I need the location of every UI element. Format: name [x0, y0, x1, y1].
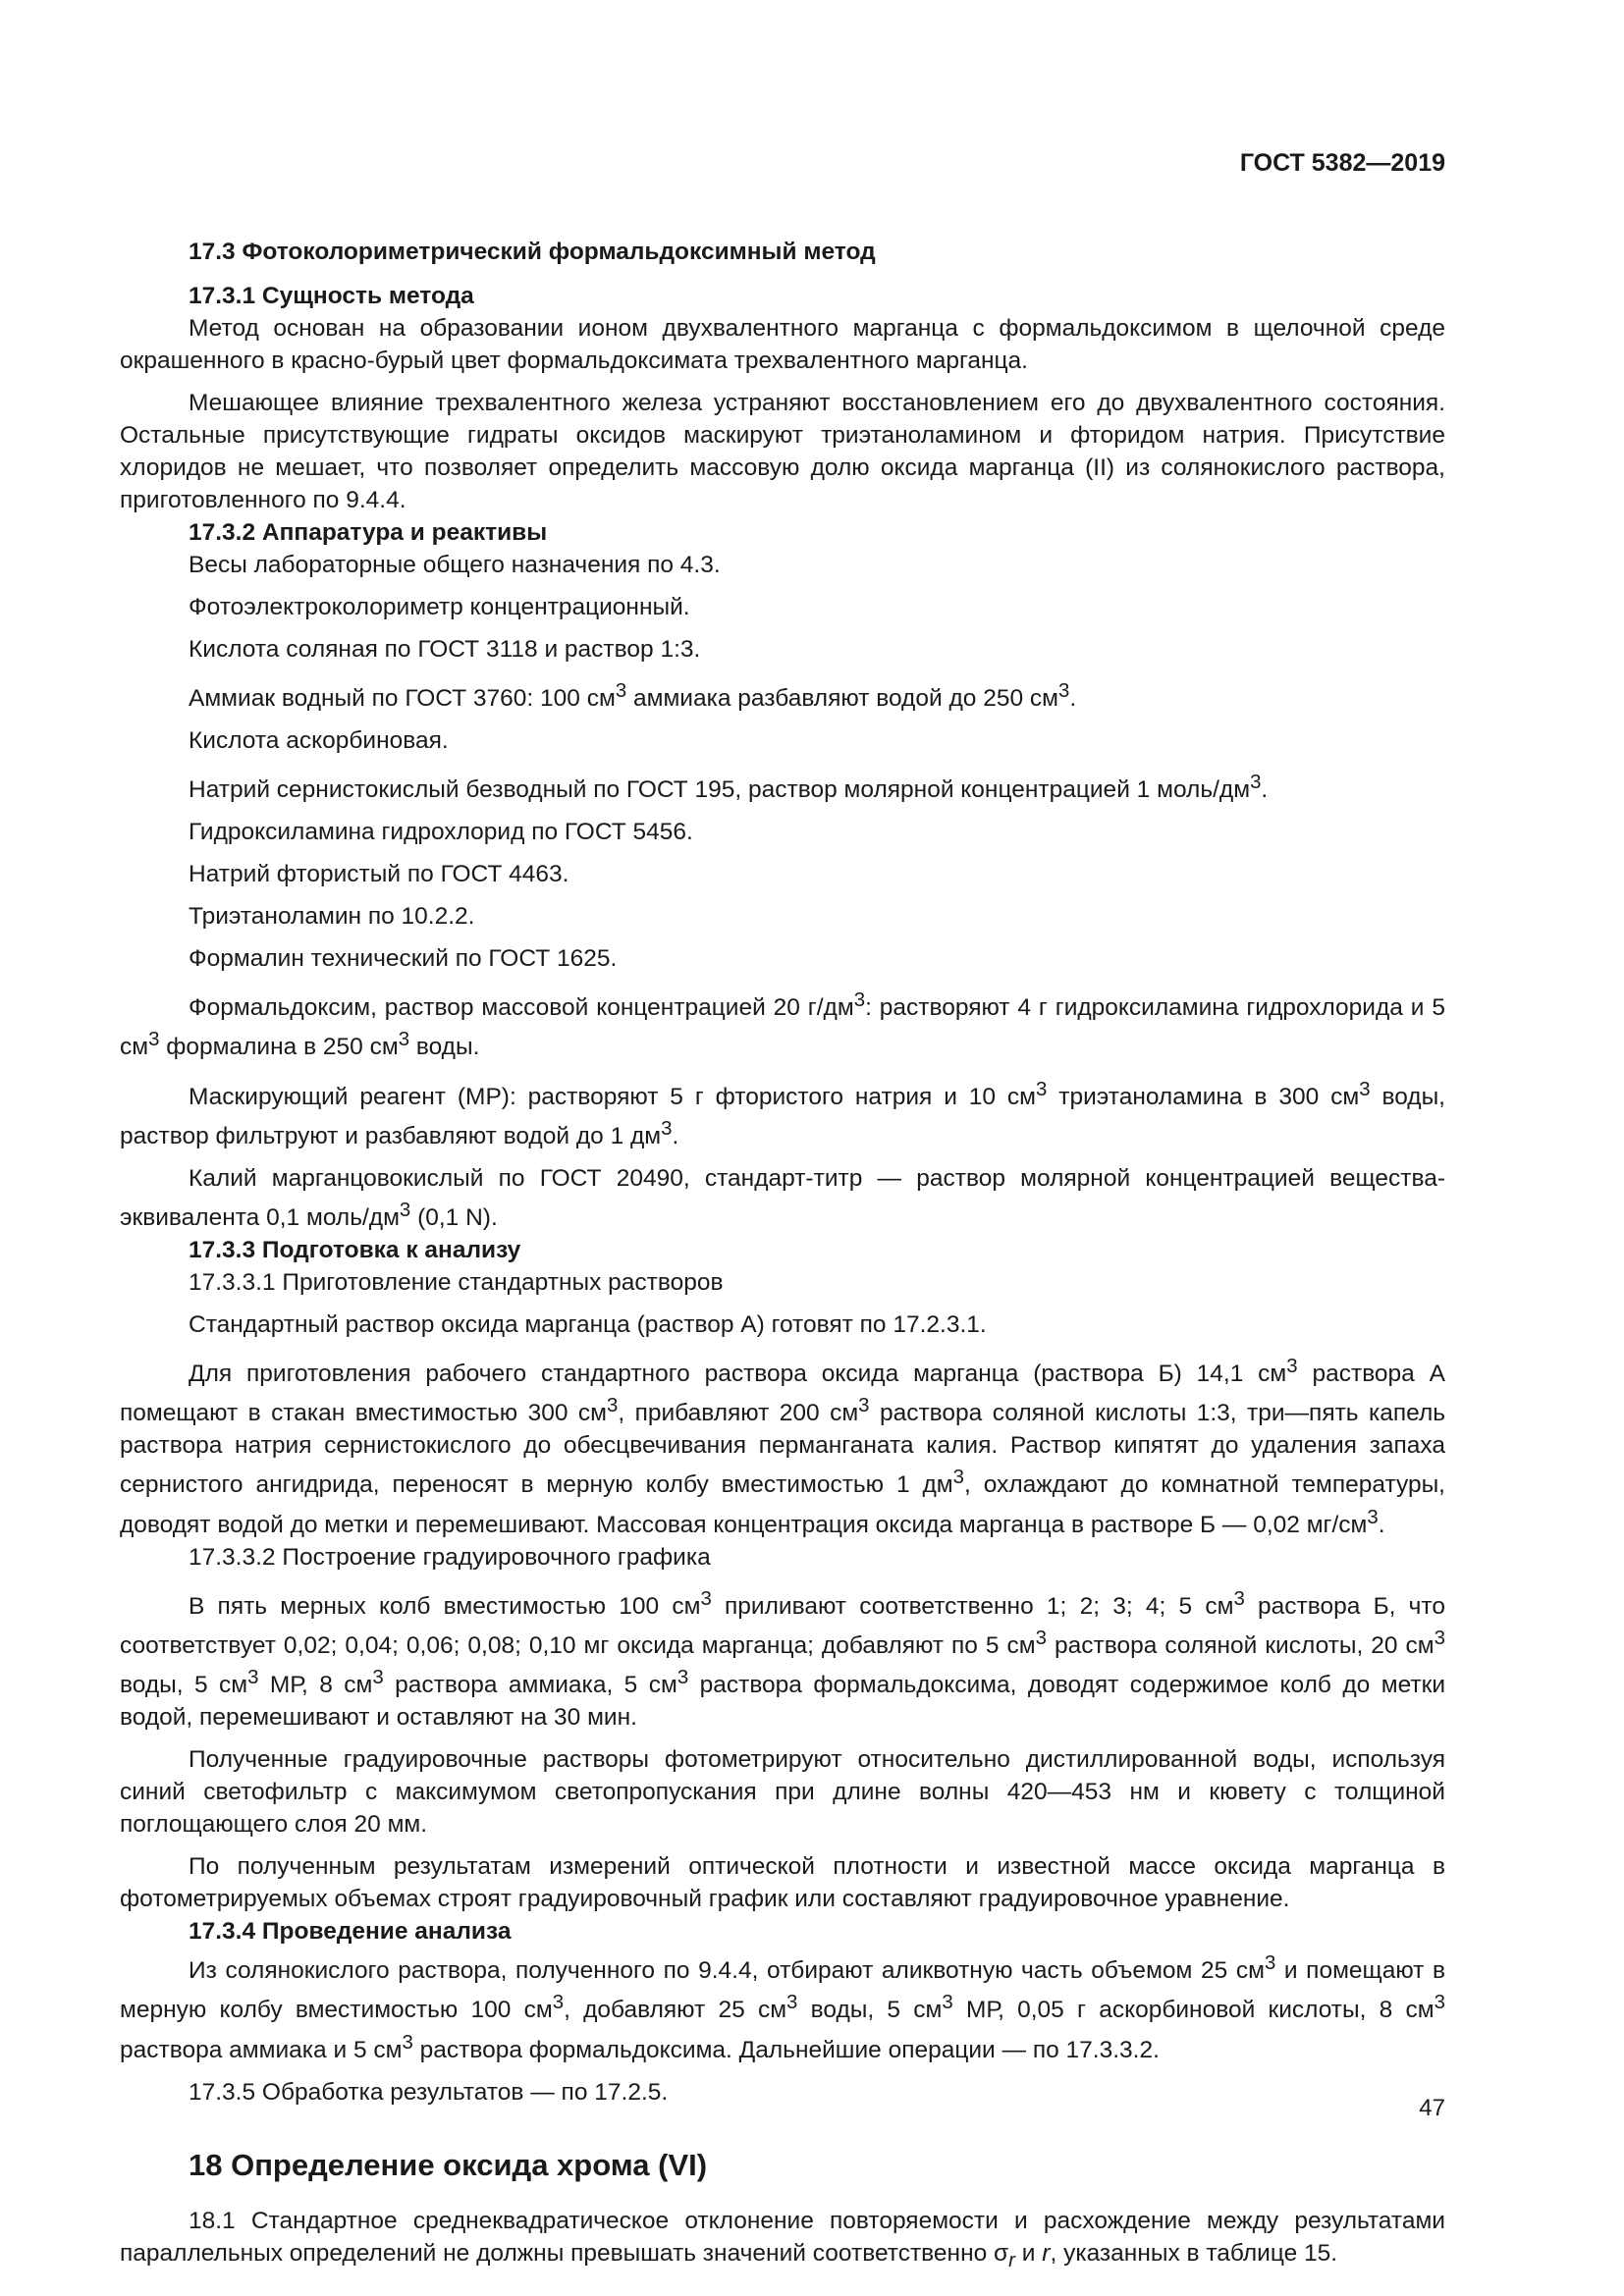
list-item: Маскирующий реагент (МР): растворяют 5 г фтористого натрия и 10 $см^3$ триэтаноламина в 300 $см^3$ воды, раствор фильтруют и разбавляют водой до 1 $дм^3$. [120, 1078, 1445, 1149]
paragraph: Стандартный раствор оксида марганца (раствор А) готовят по 17.2.3.1. [189, 1311, 987, 1339]
list-item: Натрий сернистокислый безводный по ГОСТ 195, раствор молярной концентрацией 1 моль/$дм^3$. [189, 772, 1269, 804]
section-17-3-2-title: 17.3.2 Аппаратура и реактивы [189, 519, 548, 546]
list-item: Гидроксиламина гидрохлорид по ГОСТ 5456. [189, 819, 693, 846]
subsection-title: 17.3.3.2 Построение градуировочного графика [189, 1543, 711, 1571]
list-item: Весы лабораторные общего назначения по 4.3. [189, 552, 721, 578]
paragraph: 18.1 Стандартное среднеквадратическое отклонение повторяемости и расхождение между результатами параллельных определений не должны превышать значений соответственно $\sigma_r$ и r, указанных в таблице 15. [120, 2207, 1445, 2271]
paragraph: Из солянокислого раствора, полученного по 9.4.4, отбирают аликвотную часть объемом 25 $см^3$ и помещают в мерную колбу вместимостью 100 $см^3$, добавляют 25 $см^3$ воды, 5 $см^3$ МР, 0,05 г аскорбиновой кислоты, 8 $см^3$ раствора аммиака и 5 $см^3$ раствора формальдоксима. Дальнейшие операции — по 17.3.3.2. [120, 1952, 1446, 2063]
list-item: Триэтаноламин по 10.2.2. [189, 903, 475, 931]
section-17-3-3-title: 17.3.3 Подготовка к анализу [189, 1237, 521, 1264]
section-17-3-4-title: 17.3.4 Проведение анализа [189, 1918, 512, 1946]
page-number: 47 [1419, 2095, 1445, 2121]
paragraph: Мешающее влияние трехвалентного железа устраняют восстановлением его до двухвалентного состояния. Остальные присутствующие гидраты оксидов маскируют триэтаноламином и фторидом натрия. Присутствие хлоридов не мешает, что позволяет определить массовую долю оксида марганца (II) из солянокислого раствора, приготовленного по 9.4.4. [120, 390, 1445, 513]
paragraph: Метод основан на образовании ионом двухвалентного марганца с формальдоксимом в щелочной среде окрашенного в красно-бурый цвет формальдоксимата трехвалентного марганца. [120, 315, 1445, 374]
list-item: Формалин технический по ГОСТ 1625. [189, 945, 618, 973]
list-item: Фотоэлектроколориметр концентрационный. [189, 594, 690, 620]
list-item: Кислота аскорбиновая. [189, 727, 449, 755]
list-item: Формальдоксим, раствор массовой концентрацией 20 $г/дм^3$: растворяют 4 г гидроксиламина гидрохлорида и 5 $см^3$ формалина в 250 $см^3$ воды. [120, 989, 1446, 1061]
list-item: Натрий фтористый по ГОСТ 4463. [189, 861, 569, 888]
list-item: Калий марганцовокислый по ГОСТ 20490, стандарт-титр — раствор молярной концентрацией вещества-эквивалента 0,1 моль/$дм^3$ (0,1 N). [120, 1164, 1445, 1232]
section-17-3-1-title: 17.3.1 Сущность метода [189, 283, 474, 309]
paragraph: 17.3.5 Обработка результатов — по 17.2.5. [189, 2078, 669, 2106]
paragraph: По полученным результатам измерений оптической плотности и известной массе оксида марганца в фотометрируемых объемах строят градуировочный график или составляют градуировочное уравнение. [120, 1853, 1445, 1913]
list-item: Кислота соляная по ГОСТ 3118 и раствор 1:3. [189, 636, 701, 663]
subsection-title: 17.3.3.1 Приготовление стандартных растворов [189, 1269, 724, 1297]
section-18-title: 18 Определение оксида хрома (VI) [189, 2147, 708, 2182]
paragraph: Для приготовления рабочего стандартного раствора оксида марганца (раствора Б) 14,1 $см^3$ раствора А помещают в стакан вместимостью 300 $см^3$, прибавляют 200 $см^3$ раствора соляной кислоты 1:3, три—пять капель раствора натрия сернистокислого до обесцвечивания перманганата калия. Раствор кипятят до удаления запаха сернистого ангидрида, переносят в мерную колбу вместимостью 1 $дм^3$, охлаждают до комнатной температуры, доводят водой до метки и перемешивают. Массовая концентрация оксида марганца в растворе Б — 0,02 $мг/см^3$. [120, 1356, 1446, 1538]
paragraph: Полученные градуировочные растворы фотометрируют относительно дистиллированной воды, используя синий светофильтр с максимумом светопропускания при длине волны 420—453 нм и кювету с толщиной поглощающего слоя 20 мм. [120, 1746, 1445, 1839]
page-content [120, 226, 1445, 2277]
section-17-3-title: 17.3 Фотоколориметрический формальдоксимный метод [189, 239, 876, 265]
list-item: Аммиак водный по ГОСТ 3760: 100 $см^3$ аммиака разбавляют водой до 250 $см^3$. [189, 680, 1077, 713]
document-header: ГОСТ 5382—2019 [1239, 149, 1445, 177]
paragraph: В пять мерных колб вместимостью 100 $см^3$ приливают соответственно 1; 2; 3; 4; 5 $см^3$ раствора Б, что соответствует 0,02; 0,04; 0,06; 0,08; 0,10 мг оксида марганца; добавляют по 5 $см^3$ раствора соляной кислоты, 20 $см^3$ воды, 5 $см^3$ МР, 8 $см^3$ раствора аммиака, 5 $см^3$ раствора формальдоксима, доводят содержимое колб до метки водой, перемешивают и оставляют на 30 мин. [120, 1587, 1446, 1732]
